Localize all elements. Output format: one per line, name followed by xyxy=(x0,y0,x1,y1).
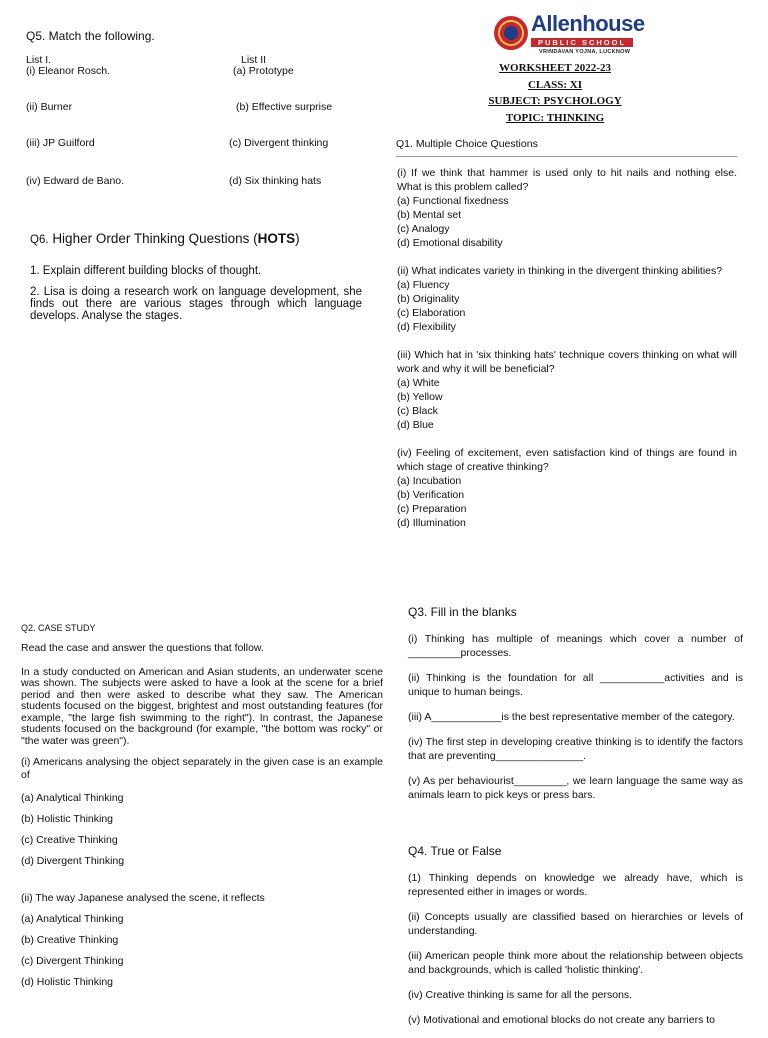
q2-option: (c) Creative Thinking xyxy=(21,834,118,846)
mcq-option: (a) White xyxy=(397,377,440,389)
mcq-option: (c) Black xyxy=(397,405,438,417)
school-logo xyxy=(494,11,645,58)
worksheet-topic: TOPIC: THINKING xyxy=(505,111,605,124)
q6-section xyxy=(30,231,362,331)
q2-option: (d) Divergent Thinking xyxy=(21,855,125,867)
match-row xyxy=(26,101,386,115)
q4-item: (ii) Concepts usually are classified based on hierarchies or levels of understanding. xyxy=(408,911,743,937)
match-right: (c) Divergent thinking xyxy=(229,137,329,149)
q1-title: Q1. Multiple Choice Questions xyxy=(396,138,538,150)
q4-title: Q4. True or False xyxy=(408,844,502,858)
mcq-option: (b) Yellow xyxy=(397,391,443,403)
school-band: PUBLIC SCHOOL xyxy=(531,38,633,47)
match-left: (iii) JP Guilford xyxy=(26,137,95,149)
worksheet-title: WORKSHEET 2022-23 xyxy=(499,62,611,74)
q3-title: Q3. Fill in the blanks xyxy=(408,605,517,619)
worksheet-header xyxy=(440,60,670,126)
school-address: VRINDAVAN YOJNA, LUCKNOW xyxy=(539,49,631,55)
q1-section xyxy=(397,166,737,544)
school-name: Allenhouse xyxy=(531,11,645,36)
q6-item: 2. Lisa is doing a research work on language development, she finds out there are various stages through which language develops. Analyse the stages. xyxy=(30,286,362,322)
mcq-option: (a) Incubation xyxy=(397,475,462,487)
mcq-question: (iv) Feeling of excitement, even satisfaction kind of things are found in which stage of creative thinking? xyxy=(397,447,737,473)
match-right: (b) Effective surprise xyxy=(236,101,333,113)
q2-passage: In a study conducted on American and Asian students, an underwater scene was shown. The subjects were asked to have a look at the scene for a brief period and then were asked to describe what they saw. The American students focused on the biggest, brightest and most outstanding features (for example, "the large fish swimming to the right"). In contrast, the Japanese students focused on the background (for example, "the bottom was rocky" or "the water was green"). xyxy=(21,665,383,747)
q4-item: (iv) Creative thinking is same for all the persons. xyxy=(408,989,633,1001)
mcq-option: (c) Elaboration xyxy=(397,307,466,319)
q2-option: (d) Holistic Thinking xyxy=(21,976,114,988)
mcq-question: (ii) What indicates variety in thinking in the divergent thinking abilities? xyxy=(397,265,723,277)
q2-option: (c) Divergent Thinking xyxy=(21,955,124,967)
mcq-option: (b) Verification xyxy=(397,489,465,501)
q6-heading-suffix: ) xyxy=(295,231,300,246)
q3-item: (ii) Thinking is the foundation for all ___________activities and is unique to human beings. xyxy=(408,672,743,698)
mcq-item xyxy=(397,348,737,432)
match-row xyxy=(26,65,386,79)
q2-option: (b) Creative Thinking xyxy=(21,934,119,946)
mcq-option: (d) Flexibility xyxy=(397,321,456,333)
mcq-option: (c) Analogy xyxy=(397,223,450,235)
worksheet-subject: SUBJECT: PSYCHOLOGY xyxy=(488,95,622,107)
q5-section xyxy=(26,29,386,189)
match-right: (d) Six thinking hats xyxy=(229,175,322,187)
mcq-option: (d) Illumination xyxy=(397,517,466,529)
q6-heading xyxy=(30,231,362,246)
q3-item: (v) As per behaviourist_________, we learn language the same way as animals learn to pick keys or press bars. xyxy=(408,775,743,801)
q2-option: (b) Holistic Thinking xyxy=(21,813,114,825)
q2-instruction: Read the case and answer the questions that follow. xyxy=(21,642,264,654)
mcq-option: (b) Mental set xyxy=(397,209,462,221)
mcq-option: (b) Originality xyxy=(397,293,460,305)
q3-item: (i) Thinking has multiple of meanings which cover a number of _________processes. xyxy=(408,633,743,659)
match-left: (i) Eleanor Rosch. xyxy=(26,65,111,77)
q6-prefix: Q6. xyxy=(30,234,49,246)
q4-item: (iii) American people think more about the relationship between objects and backgrounds, which is called 'holistic thinking'. xyxy=(408,950,743,976)
worksheet-class: CLASS: XI xyxy=(527,78,583,91)
q4-section xyxy=(408,844,743,1038)
q2-option: (a) Analytical Thinking xyxy=(21,913,124,925)
mcq-question: (i) If we think that hammer is used only to hit nails and nothing else. What is this problem called? xyxy=(397,167,737,193)
q6-heading-bold: HOTS xyxy=(257,231,296,246)
q4-item: (1) Thinking depends on knowledge we already have, which is represented either in images or words. xyxy=(408,872,743,898)
q2-subquestion: (ii) The way Japanese analysed the scene, it reflects xyxy=(21,892,265,904)
mcq-option: (a) Fluency xyxy=(397,279,450,291)
q3-item: (iii) A____________is the best representative member of the category. xyxy=(408,711,735,723)
mcq-option: (a) Functional fixedness xyxy=(397,195,509,207)
match-left: (ii) Burner xyxy=(26,101,73,113)
q6-heading-text: Higher Order Thinking Questions ( xyxy=(52,231,258,246)
q4-item: (v) Motivational and emotional blocks do not create any barriers to xyxy=(408,1014,715,1026)
match-row xyxy=(26,175,386,189)
mcq-option: (d) Blue xyxy=(397,419,434,431)
match-row xyxy=(26,137,386,151)
match-left: (iv) Edward de Bano. xyxy=(26,175,125,187)
list1-header: List I. xyxy=(26,54,52,66)
mcq-option: (d) Emotional disability xyxy=(397,237,503,249)
q5-title: Q5. Match the following. xyxy=(26,29,155,43)
q2-subquestion: (i) Americans analysing the object separately in the given case is an example of xyxy=(21,756,383,781)
q5-list-headers xyxy=(26,54,386,65)
mcq-item xyxy=(397,446,737,530)
q2-option: (a) Analytical Thinking xyxy=(21,792,124,804)
mcq-item xyxy=(397,166,737,250)
q2-section xyxy=(21,623,383,996)
q2-title: Q2. CASE STUDY xyxy=(21,623,96,633)
list2-header: List II xyxy=(241,54,267,66)
q6-item: 1. Explain different building blocks of thought. xyxy=(30,265,262,277)
mcq-question: (iii) Which hat in 'six thinking hats' technique covers thinking on what will work and why it will be beneficial? xyxy=(397,349,737,375)
match-right: (a) Prototype xyxy=(233,65,294,77)
q3-item: (iv) The first step in developing creative thinking is to identify the factors that are preventing_______________. xyxy=(408,736,743,762)
mcq-item xyxy=(397,264,737,334)
q3-section xyxy=(408,605,743,813)
mcq-option: (c) Preparation xyxy=(397,503,467,515)
q1-divider xyxy=(396,156,737,157)
school-seal-icon xyxy=(494,16,528,50)
